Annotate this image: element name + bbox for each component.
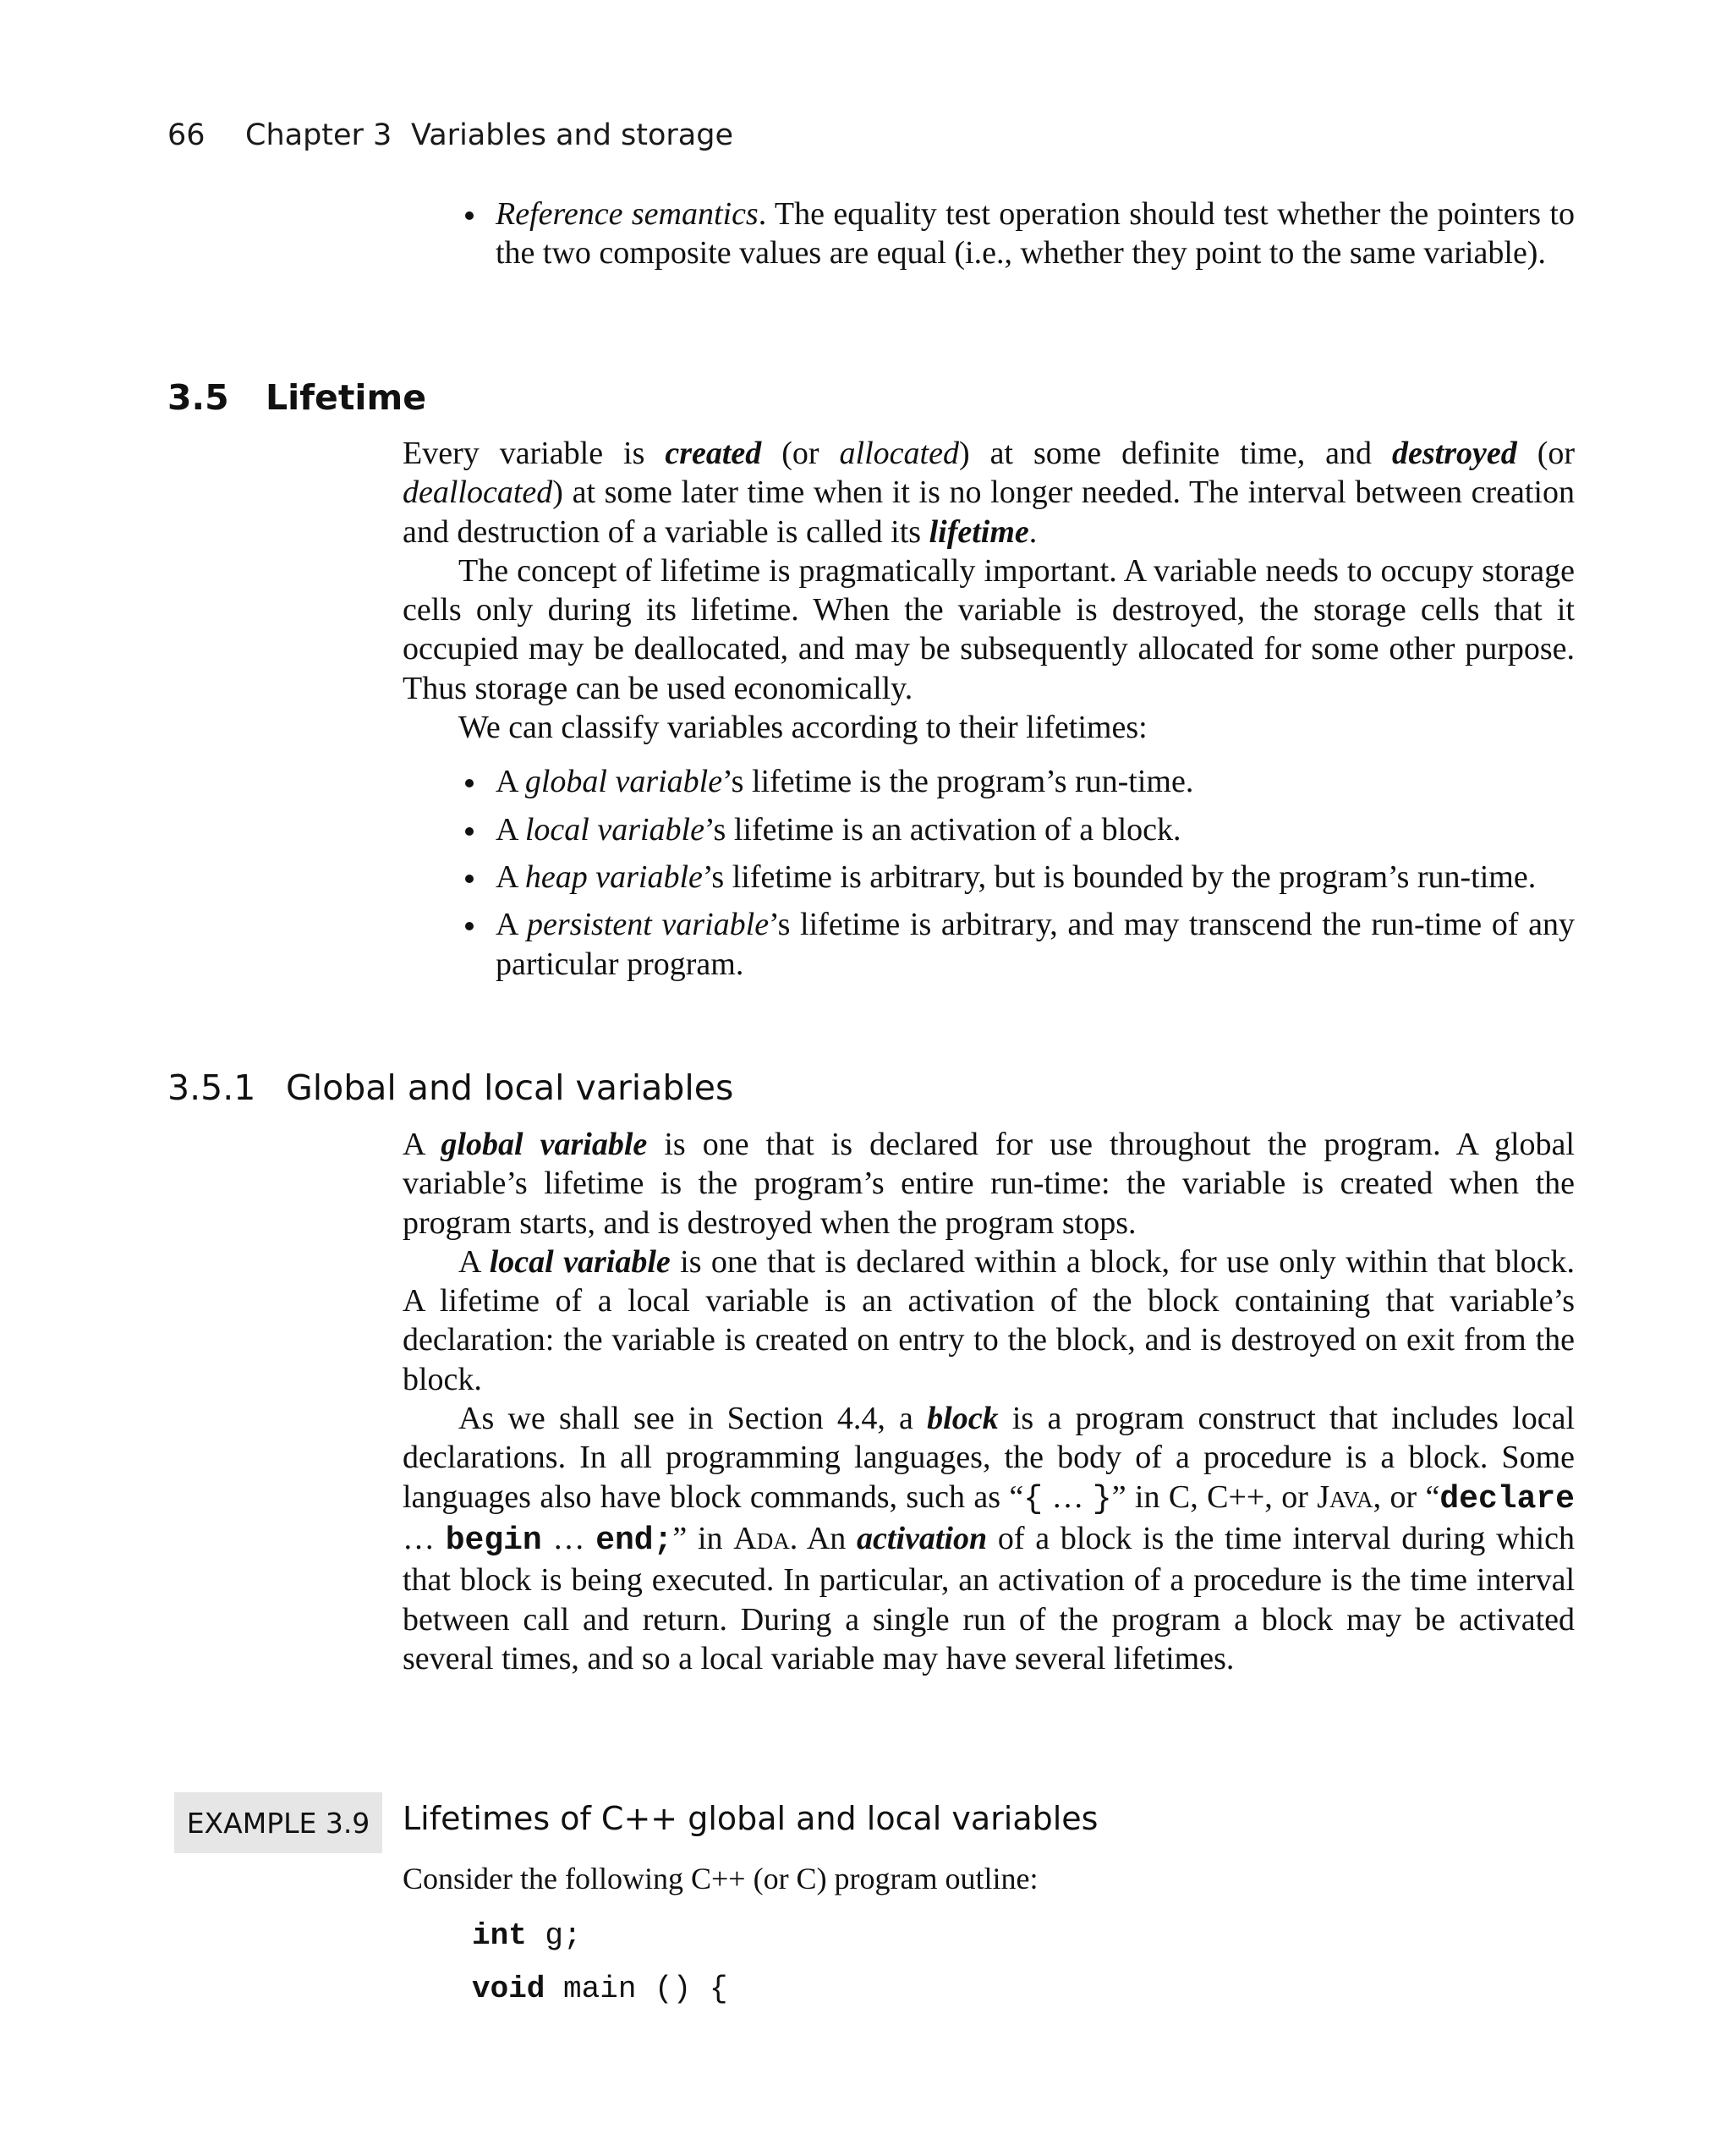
term-activation: activation (857, 1520, 988, 1556)
term-lifetime: lifetime (929, 513, 1029, 550)
term-destroyed: destroyed (1392, 436, 1517, 471)
list-item: A heap variable’s lifetime is arbitrary, but is bounded by the program’s run-time. (496, 858, 1575, 897)
subsection-number: 3.5.1 (167, 1067, 256, 1108)
term-deallocated: deallocated (403, 475, 553, 511)
paragraph: As we shall see in Section 4.4, a block is a program construct that includes local declarations. In all programming languages, the body of a procedure is a block. Some languages also have block commands, such as “{ … }” in C, C++, or Java, or “declare … begin … end;” in Ada. An activation of a block is the time interval during which that block is being executed. In particular, an activation of a procedure is the time interval between call and return. During a single run of the program a block may be activated several times, and so a local variable may have several lifetimes. (403, 1401, 1576, 1676)
section-heading (167, 377, 426, 418)
section-number: 3.5 (167, 377, 229, 418)
term-global-variable: global variable (441, 1127, 648, 1162)
term-created: created (665, 436, 762, 471)
paragraph: The concept of lifetime is pragmatically important. A variable needs to occupy storage cells only during its lifetime. When the variable is destroyed, the storage cells that it occupied may be deallocated, and may be subsequently allocated for some other purpose. Thus storage can be used economically. (403, 552, 1575, 706)
code-line: void main () { (472, 1972, 728, 2006)
term-allocated: allocated (839, 436, 959, 471)
list-item (496, 195, 1575, 273)
page-number: 66 (167, 118, 206, 152)
code-line: int g; (472, 1918, 582, 1953)
list-item: A global variable’s lifetime is the program’s run-time. (496, 762, 1575, 801)
paragraph: A local variable is one that is declared within a block, for use only within that block. A lifetime of a local variable is an activation of the block containing that variable’s declaration: the variable is created on entry to the block, and is destroyed on exit from the block. (403, 1243, 1575, 1397)
language-ada: Ada (733, 1520, 790, 1556)
subsection-heading (167, 1067, 733, 1108)
chapter-title: Variables and storage (411, 118, 734, 152)
section-title: Lifetime (266, 377, 427, 418)
paragraph: A global variable is one that is declared for use throughout the program. A global variable’s lifetime is the program’s entire run-time: the variable is created when the program starts, and is destroyed when the program stops. (403, 1127, 1575, 1241)
example-intro-block (403, 1859, 1575, 1898)
paragraph: We can classify variables according to their lifetimes: (458, 710, 1148, 746)
chapter-label: Chapter 3 (245, 118, 392, 152)
term-block: block (927, 1401, 999, 1437)
subsection-body (403, 1125, 1575, 1678)
bullet-term: Reference semantics (496, 196, 759, 232)
list-item: A local variable’s lifetime is an activation of a block. (496, 810, 1575, 849)
example-intro: Consider the following C++ (or C) program outline: (403, 1862, 1039, 1895)
paragraph: Every variable is created (or allocated) at some definite time, and destroyed (or deallocated) at some later time when it is no longer needed. The interval between creation and destruction of a variable is called its lifetime. (403, 436, 1576, 550)
section-body (403, 434, 1575, 984)
language-java: Java (1317, 1478, 1373, 1515)
top-bullet-block (403, 195, 1575, 273)
term-local-variable: local variable (489, 1243, 671, 1280)
list-item: A persistent variable’s lifetime is arbitrary, and may transcend the run-time of any particular program. (496, 905, 1575, 984)
example-title: Lifetimes of C++ global and local variables (403, 1800, 1099, 1837)
bullet-text: . The equality test operation should test whether the pointers to the two composite values are equal (i.e., whether they point to the same variable). (496, 196, 1575, 272)
example-label: EXAMPLE 3.9 (174, 1792, 382, 1853)
running-header (167, 118, 733, 152)
subsection-title: Global and local variables (286, 1067, 734, 1108)
lifetime-list (403, 762, 1575, 983)
